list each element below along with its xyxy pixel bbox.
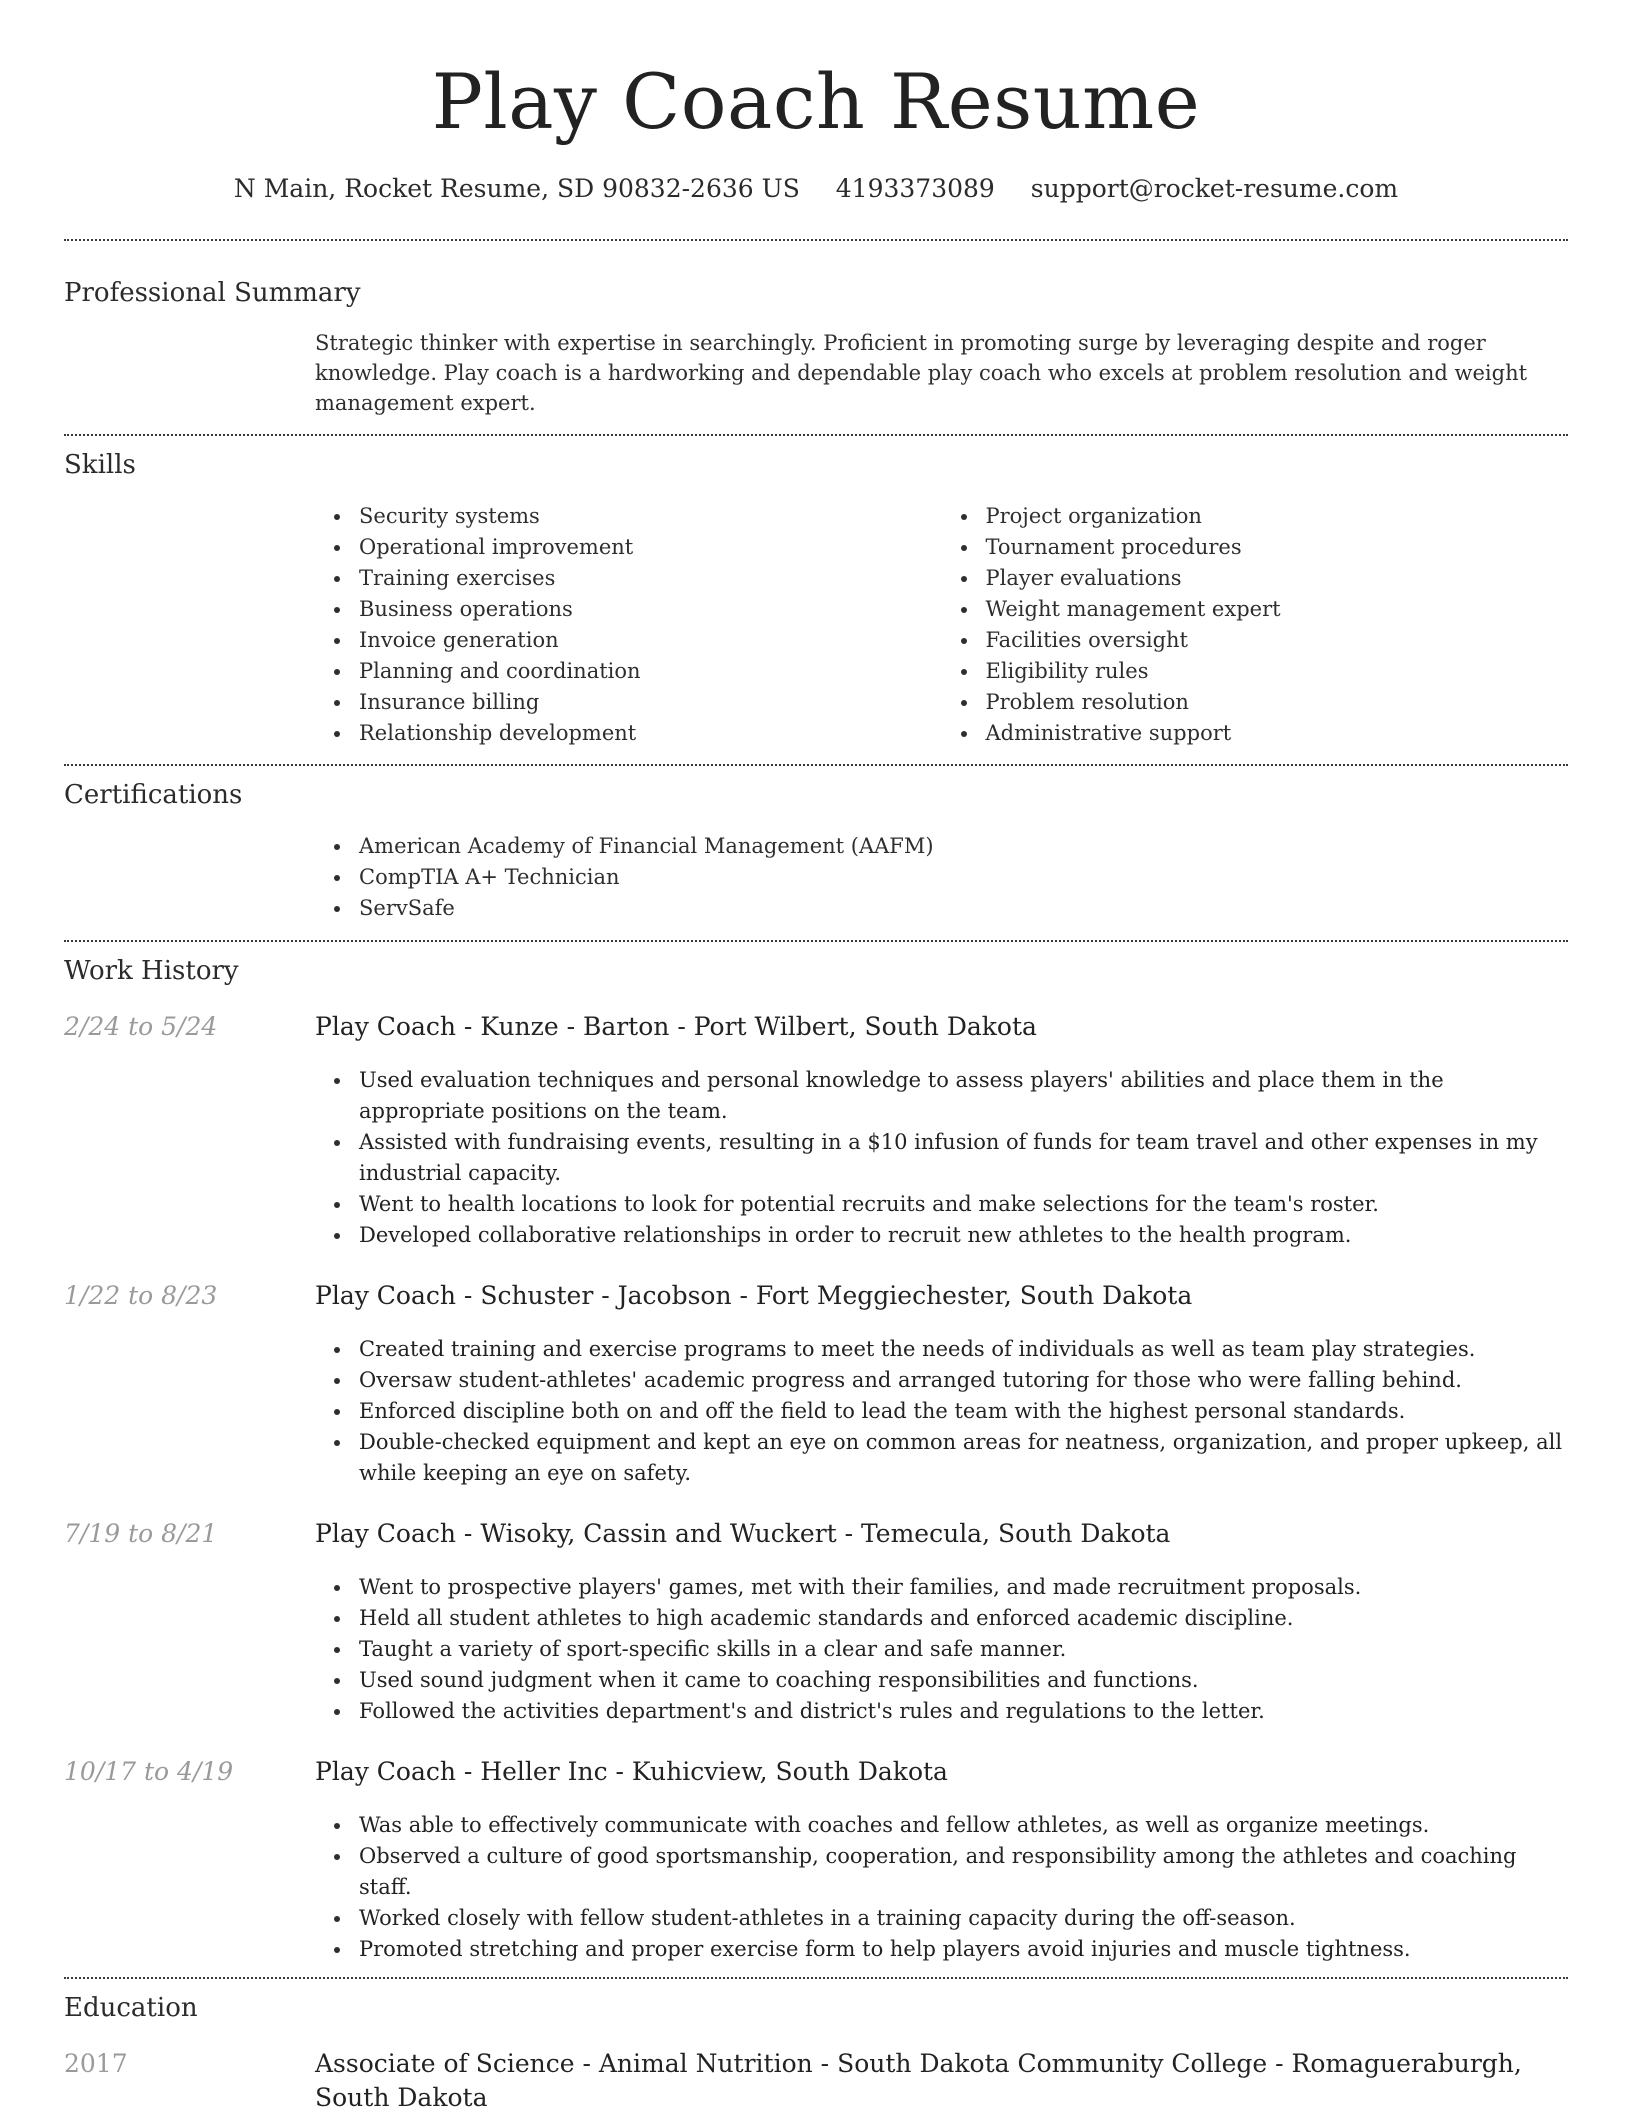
- job-bullet: Enforced discipline both on and off the field to lead the team with the highest personal standards.: [359, 1396, 1568, 1427]
- job-entry: [64, 1010, 1568, 1251]
- skill-item: Relationship development: [359, 718, 942, 749]
- skill-item: Player evaluations: [986, 563, 1569, 594]
- job-dates: 7/19 to 8/21: [64, 1519, 218, 1548]
- job-header: [64, 1010, 1568, 1044]
- work-history-section: [64, 942, 1568, 1977]
- job-bullet: Went to health locations to look for potential recruits and make selections for the team's roster.: [359, 1189, 1568, 1220]
- job-header: [64, 1517, 1568, 1551]
- skill-item: Invoice generation: [359, 625, 942, 656]
- job-bullet: Was able to effectively communicate with coaches and fellow athletes, as well as organize meetings.: [359, 1810, 1568, 1841]
- job-bullet: Observed a culture of good sportsmanship, cooperation, and responsibility among the athletes and coaching staff.: [359, 1841, 1568, 1903]
- skills-section: [64, 436, 1568, 764]
- certifications-section: [64, 766, 1568, 940]
- skill-item: Project organization: [986, 501, 1569, 532]
- job-title: Play Coach - Wisoky, Cassin and Wuckert - Temecula, South Dakota: [315, 1519, 1171, 1548]
- skills-columns: [315, 501, 1568, 749]
- job-entry: [64, 1755, 1568, 1965]
- job-bullet: Used sound judgment when it came to coaching responsibilities and functions.: [359, 1665, 1568, 1696]
- summary-text: Strategic thinker with expertise in searchingly. Proficient in promoting surge by leveraging despite and roger knowledge. Play coach is a hardworking and dependable play coach who excels at problem resolution and weight management expert.: [315, 331, 1528, 415]
- job-bullet: Followed the activities department's and district's rules and regulations to the letter.: [359, 1696, 1568, 1727]
- summary-heading: Professional Summary: [64, 278, 361, 308]
- education-year: 2017: [64, 2049, 128, 2078]
- education-entry: [64, 2047, 1568, 2115]
- contact-line: [64, 172, 1568, 206]
- skill-item: Administrative support: [986, 718, 1569, 749]
- job-title: Play Coach - Heller Inc - Kuhicview, South Dakota: [315, 1757, 948, 1786]
- job-bullet: Double-checked equipment and kept an eye on common areas for neatness, organization, and proper upkeep, all while keeping an eye on safety.: [359, 1427, 1568, 1489]
- job-title: Play Coach - Kunze - Barton - Port Wilbert, South Dakota: [315, 1012, 1037, 1041]
- summary-section: [64, 241, 1568, 434]
- job-list: [64, 1010, 1568, 1965]
- job-entry: [64, 1279, 1568, 1489]
- certifications-heading: Certifications: [64, 780, 243, 810]
- certification-item: American Academy of Financial Management (AAFM): [359, 831, 1568, 862]
- contact-phone: 4193373089: [835, 174, 995, 203]
- job-dates: 2/24 to 5/24: [64, 1012, 218, 1041]
- job-bullet: Oversaw student-athletes' academic progress and arranged tutoring for those who were falling behind.: [359, 1365, 1568, 1396]
- job-bullet: Worked closely with fellow student-athletes in a training capacity during the off-season.: [359, 1903, 1568, 1934]
- certification-item: ServSafe: [359, 893, 1568, 924]
- job-bullets: [315, 1334, 1568, 1489]
- job-dates: 1/22 to 8/23: [64, 1281, 218, 1310]
- skill-item: Security systems: [359, 501, 942, 532]
- contact-address: N Main, Rocket Resume, SD 90832-2636 US: [233, 174, 800, 203]
- skills-list-left: [315, 501, 942, 749]
- job-bullets: [315, 1572, 1568, 1727]
- skill-item: Problem resolution: [986, 687, 1569, 718]
- job-bullet: Assisted with fundraising events, resulting in a $10 infusion of funds for team travel and other expenses in my industrial capacity.: [359, 1127, 1568, 1189]
- skill-item: Operational improvement: [359, 532, 942, 563]
- job-bullet: Used evaluation techniques and personal knowledge to assess players' abilities and place them in the appropriate positions on the team.: [359, 1065, 1568, 1127]
- resume-title: Play Coach Resume: [431, 57, 1201, 146]
- skill-item: Tournament procedures: [986, 532, 1569, 563]
- education-degree: Associate of Science - Animal Nutrition - South Dakota Community College - Romagueraburgh, South Dakota: [315, 2049, 1522, 2112]
- job-bullet: Promoted stretching and proper exercise form to help players avoid injuries and muscle tightness.: [359, 1934, 1568, 1965]
- certifications-content: [315, 831, 1568, 924]
- job-header: [64, 1279, 1568, 1313]
- skill-item: Planning and coordination: [359, 656, 942, 687]
- skill-item: Insurance billing: [359, 687, 942, 718]
- job-bullets: [315, 1810, 1568, 1965]
- skills-list-right: [942, 501, 1569, 749]
- job-dates: 10/17 to 4/19: [64, 1757, 234, 1786]
- work-history-heading: Work History: [64, 956, 239, 986]
- job-title: Play Coach - Schuster - Jacobson - Fort Meggiechester, South Dakota: [315, 1281, 1193, 1310]
- skill-item: Eligibility rules: [986, 656, 1569, 687]
- skill-item: Business operations: [359, 594, 942, 625]
- certification-item: CompTIA A+ Technician: [359, 862, 1568, 893]
- certifications-list: [315, 831, 1568, 924]
- job-bullet: Developed collaborative relationships in order to recruit new athletes to the health program.: [359, 1220, 1568, 1251]
- education-heading: Education: [64, 1993, 198, 2023]
- contact-email: support@rocket-resume.com: [1030, 174, 1399, 203]
- skill-item: Weight management expert: [986, 594, 1569, 625]
- job-bullets: [315, 1065, 1568, 1251]
- resume-page: [64, 0, 1568, 2115]
- education-section: [64, 1979, 1568, 2115]
- job-entry: [64, 1517, 1568, 1727]
- job-header: [64, 1755, 1568, 1789]
- job-bullet: Taught a variety of sport-specific skills in a clear and safe manner.: [359, 1634, 1568, 1665]
- job-bullet: Went to prospective players' games, met with their families, and made recruitment proposals.: [359, 1572, 1568, 1603]
- skill-item: Facilities oversight: [986, 625, 1569, 656]
- skill-item: Training exercises: [359, 563, 942, 594]
- job-bullet: Created training and exercise programs to meet the needs of individuals as well as team play strategies.: [359, 1334, 1568, 1365]
- job-bullet: Held all student athletes to high academic standards and enforced academic discipline.: [359, 1603, 1568, 1634]
- skills-heading: Skills: [64, 450, 136, 480]
